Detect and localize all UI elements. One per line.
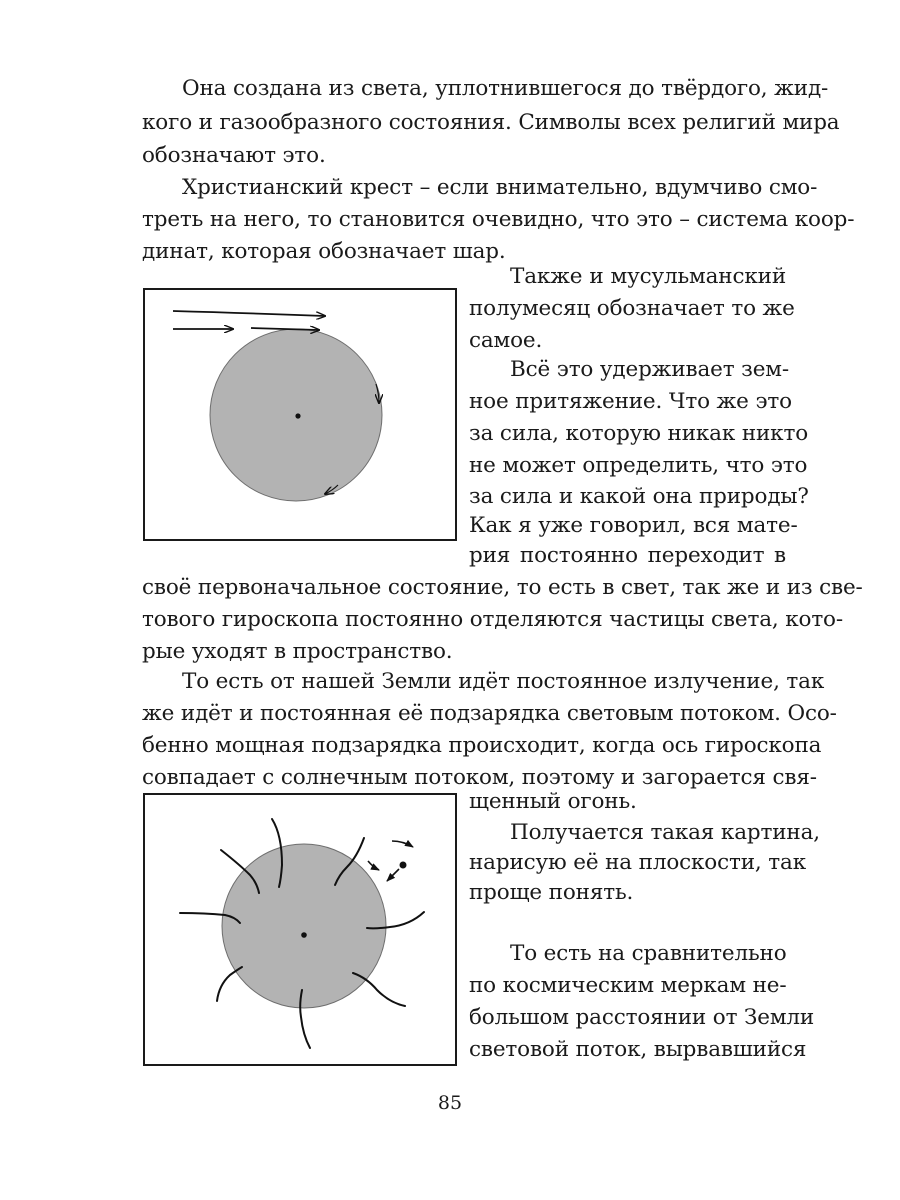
text-line: проще понять.: [469, 880, 634, 905]
text-line: То есть на сравнительно: [510, 941, 787, 966]
text-line: световой поток, вырвавшийся: [469, 1037, 807, 1062]
figure-light-emission: [143, 793, 457, 1066]
arrow-top-long: [173, 311, 325, 316]
arrow-mid-right: [251, 328, 319, 330]
text-line: большом расстоянии от Земли: [469, 1005, 815, 1030]
text-line: нарисую её на плоскости, так: [469, 850, 806, 875]
page-number: 85: [437, 1092, 463, 1114]
text-line: за сила и какой она природы?: [469, 484, 809, 509]
text-line: Также и мусульманский: [510, 264, 786, 289]
text-line: Всё это удерживает зем-: [510, 357, 789, 382]
text-line: своё первоначальное состояние, то есть в свет, так же и из све-: [142, 575, 863, 600]
text-line: совпадает с солнечным потоком, поэтому и загорается свя-: [142, 765, 817, 790]
figure-emission-drawing: [145, 795, 459, 1068]
text-line: щенный огонь.: [469, 789, 637, 814]
particle-arrow-left: [368, 861, 379, 870]
particle-arrow-down: [387, 869, 399, 881]
text-line: динат, которая обозначает шар.: [142, 239, 506, 264]
text-line: по космическим меркам не-: [469, 973, 787, 998]
text-line: рые уходят в пространство.: [142, 639, 453, 664]
sphere-center-dot: [301, 932, 307, 938]
text-line: обозначают это.: [142, 143, 326, 168]
sphere-center-dot: [295, 413, 300, 418]
text-line: за сила, которую никак никто: [469, 421, 809, 446]
text-line: не может определить, что это: [469, 453, 808, 478]
figure-gyroscope-sphere: [143, 288, 457, 541]
text-line: То есть от нашей Земли идёт постоянное излучение, так: [182, 669, 825, 694]
text-line: кого и газообразного состояния. Символы всех религий мира: [142, 110, 840, 135]
text-line: полумесяц обозначает то же: [469, 296, 795, 321]
emitted-particle-dot: [400, 862, 407, 869]
particle-arrow-top: [392, 841, 413, 847]
text-line: Она создана из света, уплотнившегося до твёрдого, жид-: [182, 76, 829, 101]
text-line: тового гироскопа постоянно отделяются частицы света, кото-: [142, 607, 843, 632]
text-line: Христианский крест – если внимательно, вдумчиво смо-: [182, 175, 818, 200]
text-line: самое.: [469, 328, 543, 353]
text-line: ное притяжение. Что же это: [469, 389, 792, 414]
text-line: Как я уже говорил, вся мате-: [469, 513, 798, 538]
text-line: бенно мощная подзарядка происходит, когда ось гироскопа: [142, 733, 822, 758]
text-line: же идёт и постоянная её подзарядка световым потоком. Осо-: [142, 701, 837, 726]
figure-gyroscope-drawing: [145, 290, 459, 543]
text-line: Получается такая картина,: [510, 820, 820, 845]
earth-sphere: [222, 844, 386, 1008]
text-line: рия постоянно переходит в: [469, 543, 786, 568]
text-line: треть на него, то становится очевидно, что это – система коор-: [142, 207, 855, 232]
